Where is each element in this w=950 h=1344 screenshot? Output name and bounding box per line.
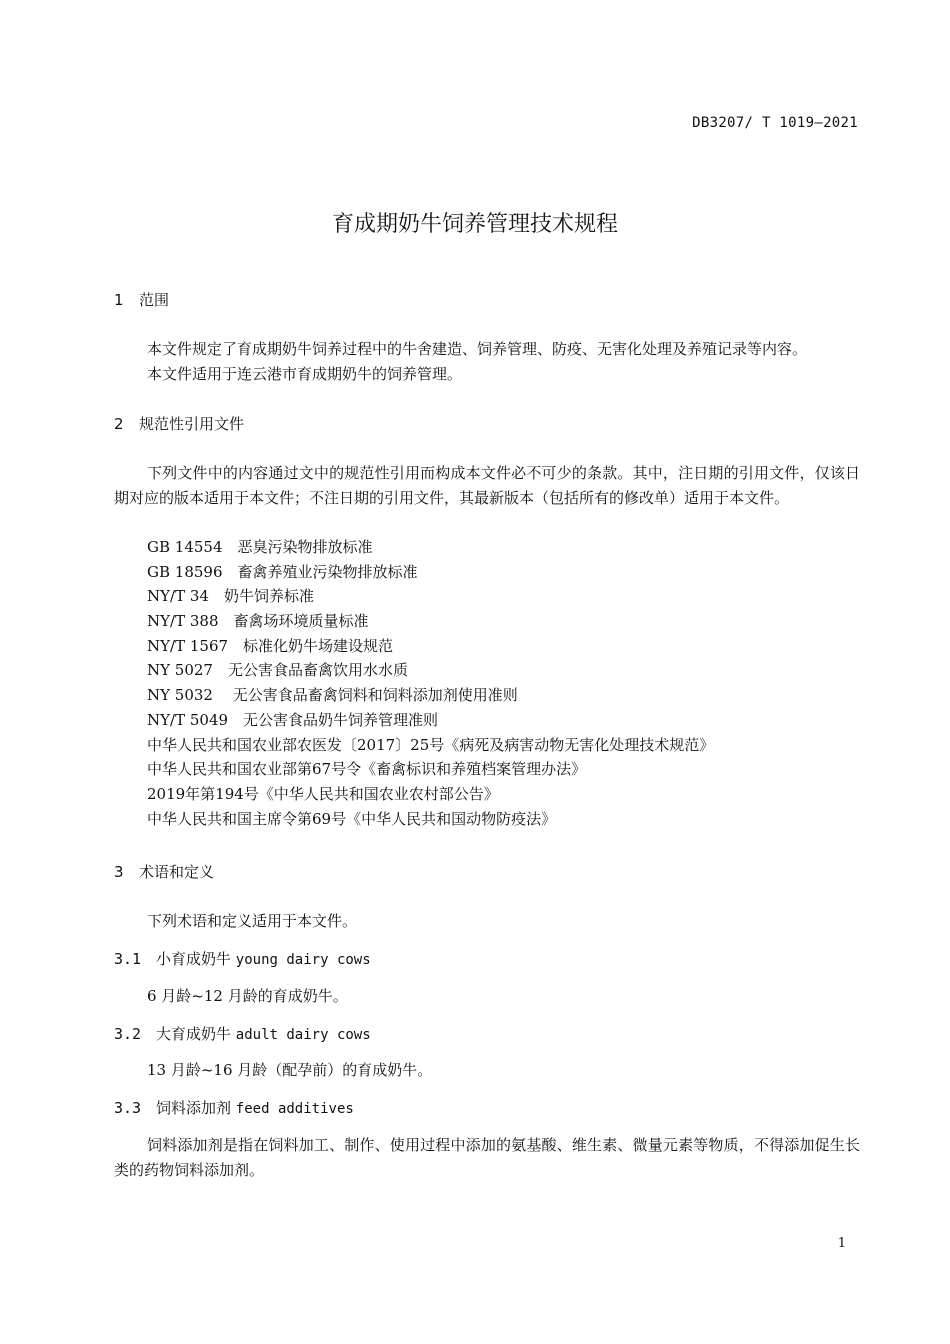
reference-item: GB 14554 恶臭污染物排放标准 xyxy=(147,538,373,556)
term-number: 3.2 xyxy=(114,1025,142,1043)
section-2-intro: 下列文件中的内容通过文中的规范性引用而构成本文件必不可少的条款。其中，注日期的引用文件，仅该日期对应的版本适用于本文件；不注日期的引用文件，其最新版本（包括所有的修改单）适用于本文件。 xyxy=(114,464,860,507)
term-3-1-heading xyxy=(114,948,371,969)
term-name: 小育成奶牛 xyxy=(156,950,232,968)
document-title: 育成期奶牛饲养管理技术规程 xyxy=(331,212,618,237)
term-3-1-definition: 6 月龄~12 月龄的育成奶牛。 xyxy=(147,987,348,1005)
section-number: 2 xyxy=(114,415,124,433)
document-number: DB3207/ T 1019—2021 xyxy=(692,115,858,131)
reference-item: GB 18596 畜禽养殖业污染物排放标准 xyxy=(147,562,418,581)
section-1-paragraph: 本文件规定了育成期奶牛饲养过程中的牛舍建造、饲养管理、防疫、无害化处理及养殖记录等内容。 xyxy=(147,340,808,358)
reference-item: 中华人民共和国农业部农医发〔2017〕25号《病死及病害动物无害化处理技术规范》 xyxy=(147,735,715,754)
term-name: 饲料添加剂 xyxy=(156,1099,232,1117)
term-3-2-heading xyxy=(114,1023,371,1044)
reference-item: NY/T 1567 标准化奶牛场建设规范 xyxy=(147,636,394,655)
reference-item: NY/T 388 畜禽场环境质量标准 xyxy=(147,612,369,631)
reference-item: NY 5027 无公害食品畜禽饮用水水质 xyxy=(147,661,408,680)
term-number: 3.1 xyxy=(114,950,142,968)
section-2-heading xyxy=(114,413,244,434)
reference-list xyxy=(147,535,714,831)
term-3-2-definition: 13 月龄~16 月龄（配孕前）的育成奶牛。 xyxy=(147,1061,433,1079)
term-3-3-heading xyxy=(114,1097,354,1118)
term-number: 3.3 xyxy=(114,1099,142,1117)
term-english: feed additives xyxy=(235,1101,354,1117)
term-name: 大育成奶牛 xyxy=(156,1025,232,1043)
section-title: 规范性引用文件 xyxy=(139,415,245,433)
reference-item: 中华人民共和国主席令第69号《中华人民共和国动物防疫法》 xyxy=(147,809,557,828)
reference-item: 2019年第194号《中华人民共和国农业农村部公告》 xyxy=(147,784,499,803)
reference-item: 中华人民共和国农业部第67号令《畜禽标识和养殖档案管理办法》 xyxy=(147,760,587,779)
term-english: adult dairy cows xyxy=(235,1027,371,1043)
reference-item: NY/T 34 奶牛饲养标准 xyxy=(147,587,314,606)
section-3-intro: 下列术语和定义适用于本文件。 xyxy=(147,912,358,930)
page-number: 1 xyxy=(837,1236,846,1251)
section-title: 术语和定义 xyxy=(139,863,215,881)
term-english: young dairy cows xyxy=(235,952,371,968)
reference-item: NY 5032 无公害食品畜禽饲料和饲料添加剂使用准则 xyxy=(147,686,518,705)
reference-item: NY/T 5049 无公害食品奶牛饲养管理准则 xyxy=(147,710,439,729)
section-3-heading xyxy=(114,861,214,882)
term-3-3-definition: 饲料添加剂是指在饲料加工、制作、使用过程中添加的氨基酸、维生素、微量元素等物质，不得添加促生长类的药物饲料添加剂。 xyxy=(114,1136,860,1179)
section-number: 3 xyxy=(114,863,124,881)
section-1-heading xyxy=(114,289,169,310)
section-title: 范围 xyxy=(139,291,170,309)
section-number: 1 xyxy=(114,291,124,309)
section-1-paragraph: 本文件适用于连云港市育成期奶牛的饲养管理。 xyxy=(147,365,463,383)
